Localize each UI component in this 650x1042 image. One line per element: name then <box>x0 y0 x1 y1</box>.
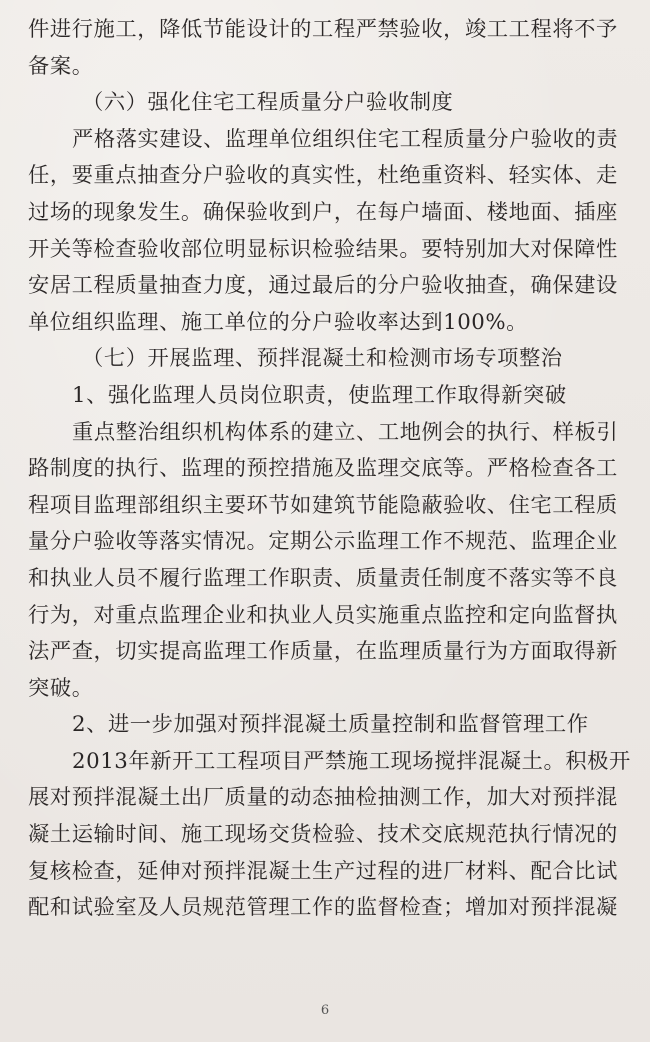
text-line: 复核检查，延伸对预拌混凝土生产过程的进厂材料、配合比试 <box>28 858 618 884</box>
text-line: 突破。 <box>28 675 94 701</box>
text-line: 行为，对重点监理企业和执业人员实施重点监控和定向监督执 <box>28 602 618 628</box>
text-line: 量分户验收等落实情况。定期公示监理工作不规范、监理企业 <box>28 529 618 555</box>
text-line: 配和试验室及人员规范管理工作的监督检查；增加对预拌混凝 <box>28 895 618 921</box>
subsection-heading: 1、强化监理人员岗位职责，使监理工作取得新突破 <box>72 382 567 408</box>
text-line: 重点整治组织机构体系的建立、工地例会的执行、样板引 <box>72 419 619 445</box>
text-line: 单位组织监理、施工单位的分户验收率达到100%。 <box>28 309 529 335</box>
section-heading: （七）开展监理、预拌混凝土和检测市场专项整治 <box>82 346 563 372</box>
text-line: 凝土运输时间、施工现场交货检验、技术交底规范执行情况的 <box>28 822 618 848</box>
text-line: 程项目监理部组织主要环节如建筑节能隐蔽验收、住宅工程质 <box>28 492 618 518</box>
text-line: 和执业人员不履行监理工作职责、质量责任制度不落实等不良 <box>28 565 618 591</box>
text-line: 备案。 <box>28 53 94 79</box>
text-line: 路制度的执行、监理的预控措施及监理交底等。严格检查各工 <box>28 456 618 482</box>
page-number: 6 <box>320 1003 330 1018</box>
subsection-heading: 2、进一步加强对预拌混凝土质量控制和监督管理工作 <box>72 712 589 738</box>
document-body <box>28 12 631 927</box>
text-line: 法严查，切实提高监理工作质量，在监理质量行为方面取得新 <box>28 639 618 665</box>
text-line: 任，要重点抽查分户验收的真实性，杜绝重资料、轻实体、走 <box>28 163 618 189</box>
text-line: 展对预拌混凝土出厂质量的动态抽检抽测工作，加大对预拌混 <box>28 785 618 811</box>
text-line: 过场的现象发生。确保验收到户，在每户墙面、楼地面、插座 <box>28 199 618 225</box>
section-heading: （六）强化住宅工程质量分户验收制度 <box>82 90 454 116</box>
text-line: 安居工程质量抽查力度，通过最后的分户验收抽查，确保建设 <box>28 273 618 299</box>
text-line: 2013年新开工工程项目严禁施工现场搅拌混凝土。积极开 <box>72 748 631 774</box>
text-line: 开关等检查验收部位明显标识检验结果。要特别加大对保障性 <box>28 236 618 262</box>
text-line: 严格落实建设、监理单位组织住宅工程质量分户验收的责 <box>72 126 619 152</box>
text-line: 件进行施工，降低节能设计的工程严禁验收，竣工工程将不予 <box>28 17 618 42</box>
